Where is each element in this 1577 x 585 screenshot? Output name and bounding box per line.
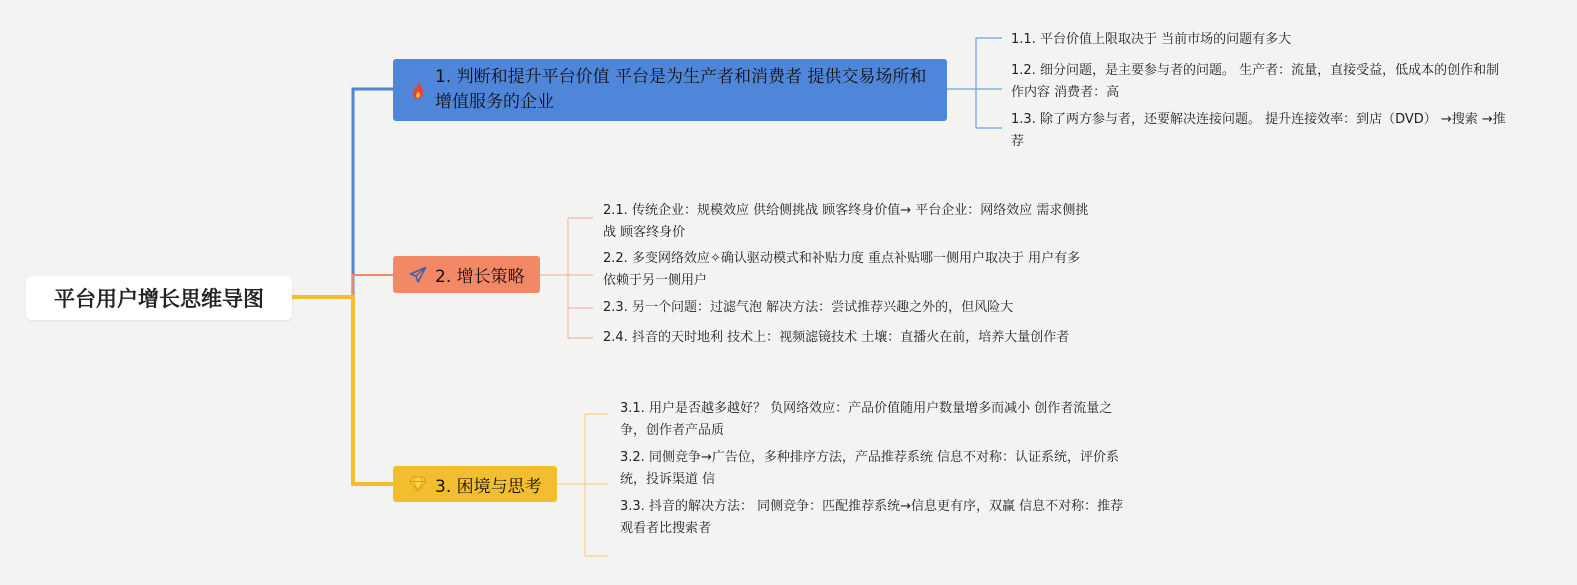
connector-branch-3-leaves — [557, 414, 608, 556]
diamond-icon — [407, 473, 429, 495]
leaf-1-2[interactable]: 1.2. 细分问题，是主要参与者的问题。 生产者：流量，直接受益，低成本的创作和制作内容 消费者：高 — [1011, 63, 1500, 100]
leaf-1-1[interactable]: 1.1. 平台价值上限取决于 当前市场的问题有多大 — [1011, 32, 1292, 47]
branch-node-2[interactable] — [393, 256, 540, 293]
connector-root-branch-2 — [353, 275, 393, 297]
leaf-2-1[interactable]: 2.1. 传统企业：规模效应 供给侧挑战 顾客终身价值→ 平台企业：网络效应 需求侧挑战 顾客终身价 — [603, 203, 1089, 240]
connector-branch-1-leaves — [947, 38, 1002, 128]
branch-node-1[interactable] — [393, 59, 947, 121]
branch-label-2: 2. 增长策略 — [435, 267, 525, 287]
leaf-2-3[interactable]: 2.3. 另一个问题：过滤气泡 解决方法：尝试推荐兴趣之外的，但风险大 — [603, 300, 1014, 315]
branch-label-3: 3. 困境与思考 — [435, 476, 542, 497]
root-title: 平台用户增长思维导图 — [54, 287, 264, 311]
leaf-2-2[interactable]: 2.2. 多变网络效应✧确认驱动模式和补贴力度 重点补贴哪一侧用户取决于 用户有多依赖于另一侧用户 — [603, 251, 1081, 288]
connector-root-branch-1 — [292, 89, 393, 297]
branch-label-1: 1. 判断和提升平台价值 平台是为生产者和消费者 提供交易场所和增值服务的企业 — [435, 67, 927, 112]
root-node[interactable] — [26, 276, 292, 320]
leaf-3-2[interactable]: 3.2. 同侧竞争→广告位，多种排序方法，产品推荐系统 信息不对称：认证系统，评价系统，投诉渠道 信 — [620, 450, 1119, 487]
branch-node-3[interactable] — [393, 466, 557, 502]
leaf-1-3[interactable]: 1.3. 除了两方参与者，还要解决连接问题。 提升连接效率：到店（DVD） →搜索 →推荐 — [1011, 112, 1506, 149]
leaf-2-4[interactable]: 2.4. 抖音的天时地利 技术上：视频滤镜技术 土壤：直播火在前，培养大量创作者 — [603, 330, 1070, 345]
fire-icon — [407, 79, 429, 101]
paper-plane-icon — [407, 264, 429, 286]
leaf-3-1[interactable]: 3.1. 用户是否越多越好？ 负网络效应：产品价值随用户数量增多而减小 创作者流量之争，创作者产品质 — [620, 401, 1113, 438]
leaf-3-3[interactable]: 3.3. 抖音的解决方法： 同侧竞争：匹配推荐系统→信息更有序，双赢 信息不对称：推荐观看者比搜索者 — [620, 499, 1124, 536]
connector-branch-2-leaves — [540, 218, 593, 338]
connector-root-branch-3 — [292, 297, 393, 484]
